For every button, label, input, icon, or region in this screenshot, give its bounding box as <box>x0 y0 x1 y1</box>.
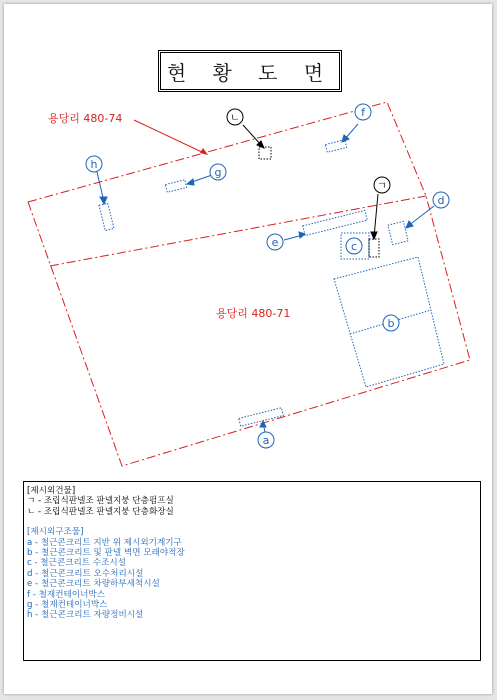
legend-structure-item: c - 철근콘크리트 수조시설 <box>27 558 127 569</box>
building-g1-outline <box>369 239 379 257</box>
legend-structure-item: g - 철재컨테이너박스 <box>27 600 108 611</box>
parcel-71-boundary <box>28 196 470 466</box>
marker-b-label: b <box>387 317 395 330</box>
structure-h-outline <box>99 203 114 230</box>
leader-d <box>408 206 434 226</box>
legend-structure-item: d - 철근콘크리트 오수처리시설 <box>27 568 144 579</box>
leader-g1 <box>374 194 378 237</box>
legend-building-item: ㄴ - 조립식판넬조 판넬지붕 단층화장실 <box>27 506 174 517</box>
leader-g1-head <box>371 232 377 239</box>
marker-d-label: d <box>437 194 445 207</box>
legend-spacer <box>27 517 480 527</box>
marker-g1-label: ㄱ <box>377 181 387 192</box>
drawing-title <box>158 50 342 92</box>
drawing-title-text: 현 황 도 면 <box>166 60 334 85</box>
parcel-74-arrowhead <box>200 148 208 155</box>
marker-e-label: e <box>271 236 279 249</box>
marker-g-label: g <box>214 166 222 179</box>
marker-c-label: c <box>350 240 358 253</box>
legend-structure-item: f - 철재컨테이너박스 <box>27 589 106 600</box>
leader-g-head <box>187 179 194 185</box>
structure-g-outline <box>165 180 186 193</box>
marker-a-label: a <box>262 434 270 447</box>
parcel-71-label: 용당리 480-71 <box>216 307 291 320</box>
legend-structure-item: b - 철근콘크리트 및 판넬 벽면 모래야적장 <box>27 548 185 559</box>
leader-h-head <box>100 197 107 204</box>
structure-e-outline <box>303 210 368 235</box>
parcel-74-label: 용당리 480-74 <box>48 112 123 125</box>
marker-g2-label: ㄴ <box>230 113 240 124</box>
legend-buildings-title: [제시외건물] <box>27 486 76 496</box>
legend-building-item: ㄱ - 조립식판넬조 판넬지붕 단층펌프실 <box>27 496 174 507</box>
parcel-divider-line <box>50 196 426 266</box>
marker-h-label: h <box>90 158 98 171</box>
building-g2-outline <box>259 147 271 159</box>
legend-structure-item: a - 철근콘크리트 지반 위 제시외기계기구 <box>27 537 182 548</box>
legend-structure-item: e - 철근콘크리트 차량하부세척시설 <box>27 579 160 590</box>
marker-f-label: f <box>361 106 365 119</box>
legend-structures-title: [제시외구조물] <box>27 527 84 538</box>
structure-d-outline <box>388 221 408 244</box>
parcel-74-arrow <box>134 120 206 154</box>
leader-e-head <box>299 232 305 238</box>
document-page <box>4 4 492 694</box>
legend-box <box>23 481 481 661</box>
legend-structure-item: h - 철근콘크리트 자량정비시설 <box>27 610 144 621</box>
leader-d-head <box>406 221 413 228</box>
